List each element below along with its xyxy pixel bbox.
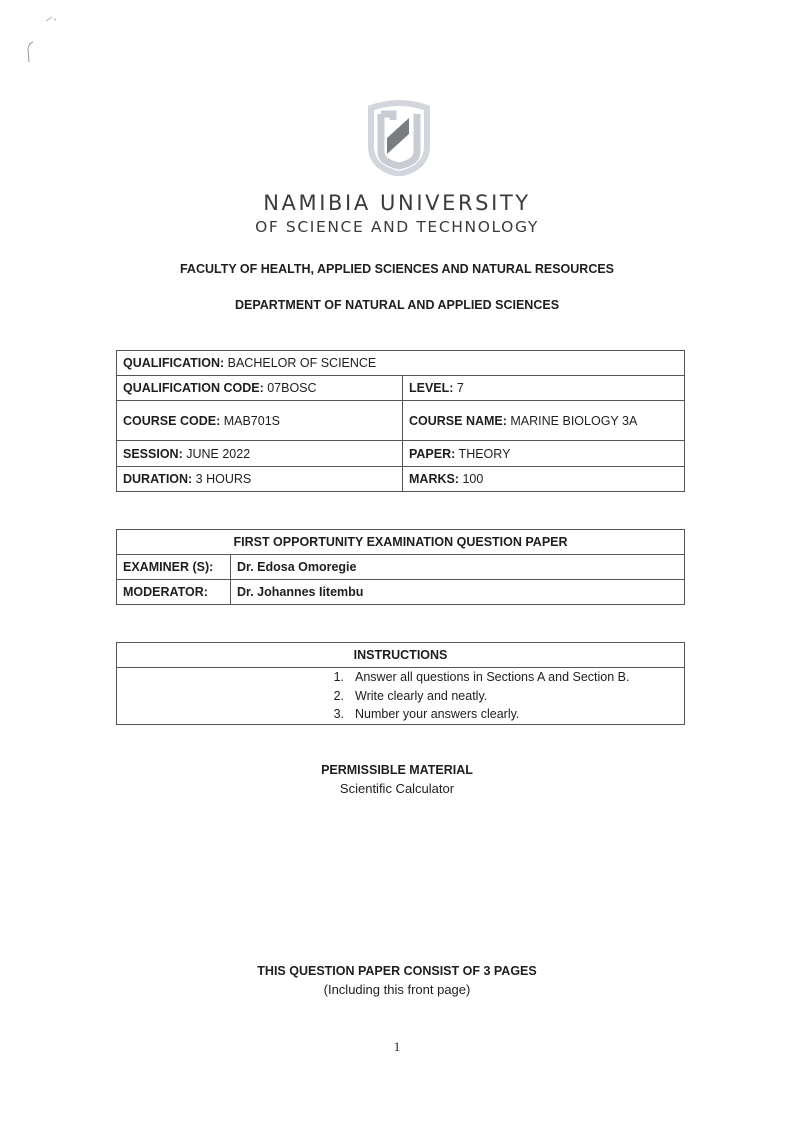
marks-cell: MARKS: 100	[403, 467, 685, 492]
level-cell: LEVEL: 7	[403, 376, 685, 401]
qualification-cell: QUALIFICATION: BACHELOR OF SCIENCE	[117, 351, 685, 376]
paper-cell: PAPER: THEORY	[403, 441, 685, 467]
instructions-body	[117, 668, 685, 725]
moderator-label: MODERATOR:	[117, 580, 231, 605]
duration-cell: DURATION: 3 HOURS	[117, 467, 403, 492]
course-name-cell: COURSE NAME: MARINE BIOLOGY 3A	[403, 401, 685, 441]
instruction-item: 3. Number your answers clearly.	[333, 707, 520, 721]
university-subtitle: OF SCIENCE AND TECHNOLOGY	[255, 218, 539, 236]
instructions-title: INSTRUCTIONS	[117, 643, 685, 668]
page-count-heading: THIS QUESTION PAPER CONSIST OF 3 PAGES	[257, 964, 537, 978]
course-info-table	[116, 350, 685, 492]
permissible-material-heading: PERMISSIBLE MATERIAL	[321, 763, 473, 777]
department-heading: DEPARTMENT OF NATURAL AND APPLIED SCIENCES	[234, 298, 560, 312]
scan-mark	[24, 40, 36, 64]
faculty-heading: FACULTY OF HEALTH, APPLIED SCIENCES AND NATURAL RESOURCES	[179, 262, 615, 276]
examiner-table	[116, 529, 685, 605]
instructions-table	[116, 642, 685, 725]
instruction-item: 1. Answer all questions in Sections A and Section B.	[333, 670, 630, 684]
examiner-value: Dr. Edosa Omoregie	[231, 555, 685, 580]
page-number: 1	[393, 1039, 401, 1054]
page-count-note: (Including this front page)	[323, 982, 471, 997]
examiner-label: EXAMINER (S):	[117, 555, 231, 580]
session-cell: SESSION: JUNE 2022	[117, 441, 403, 467]
exam-title-cell: FIRST OPPORTUNITY EXAMINATION QUESTION PAPER	[117, 530, 685, 555]
university-name: NAMIBIA UNIVERSITY	[263, 191, 531, 215]
instructions-list	[317, 668, 684, 724]
qualification-code-cell: QUALIFICATION CODE: 07BOSC	[117, 376, 403, 401]
instruction-item: 2. Write clearly and neatly.	[333, 688, 488, 703]
permissible-material-item: Scientific Calculator	[339, 781, 455, 796]
moderator-value: Dr. Johannes Iitembu	[231, 580, 685, 605]
scan-mark	[44, 14, 60, 24]
course-code-cell: COURSE CODE: MAB701S	[117, 401, 403, 441]
shield-logo-icon	[365, 100, 433, 176]
